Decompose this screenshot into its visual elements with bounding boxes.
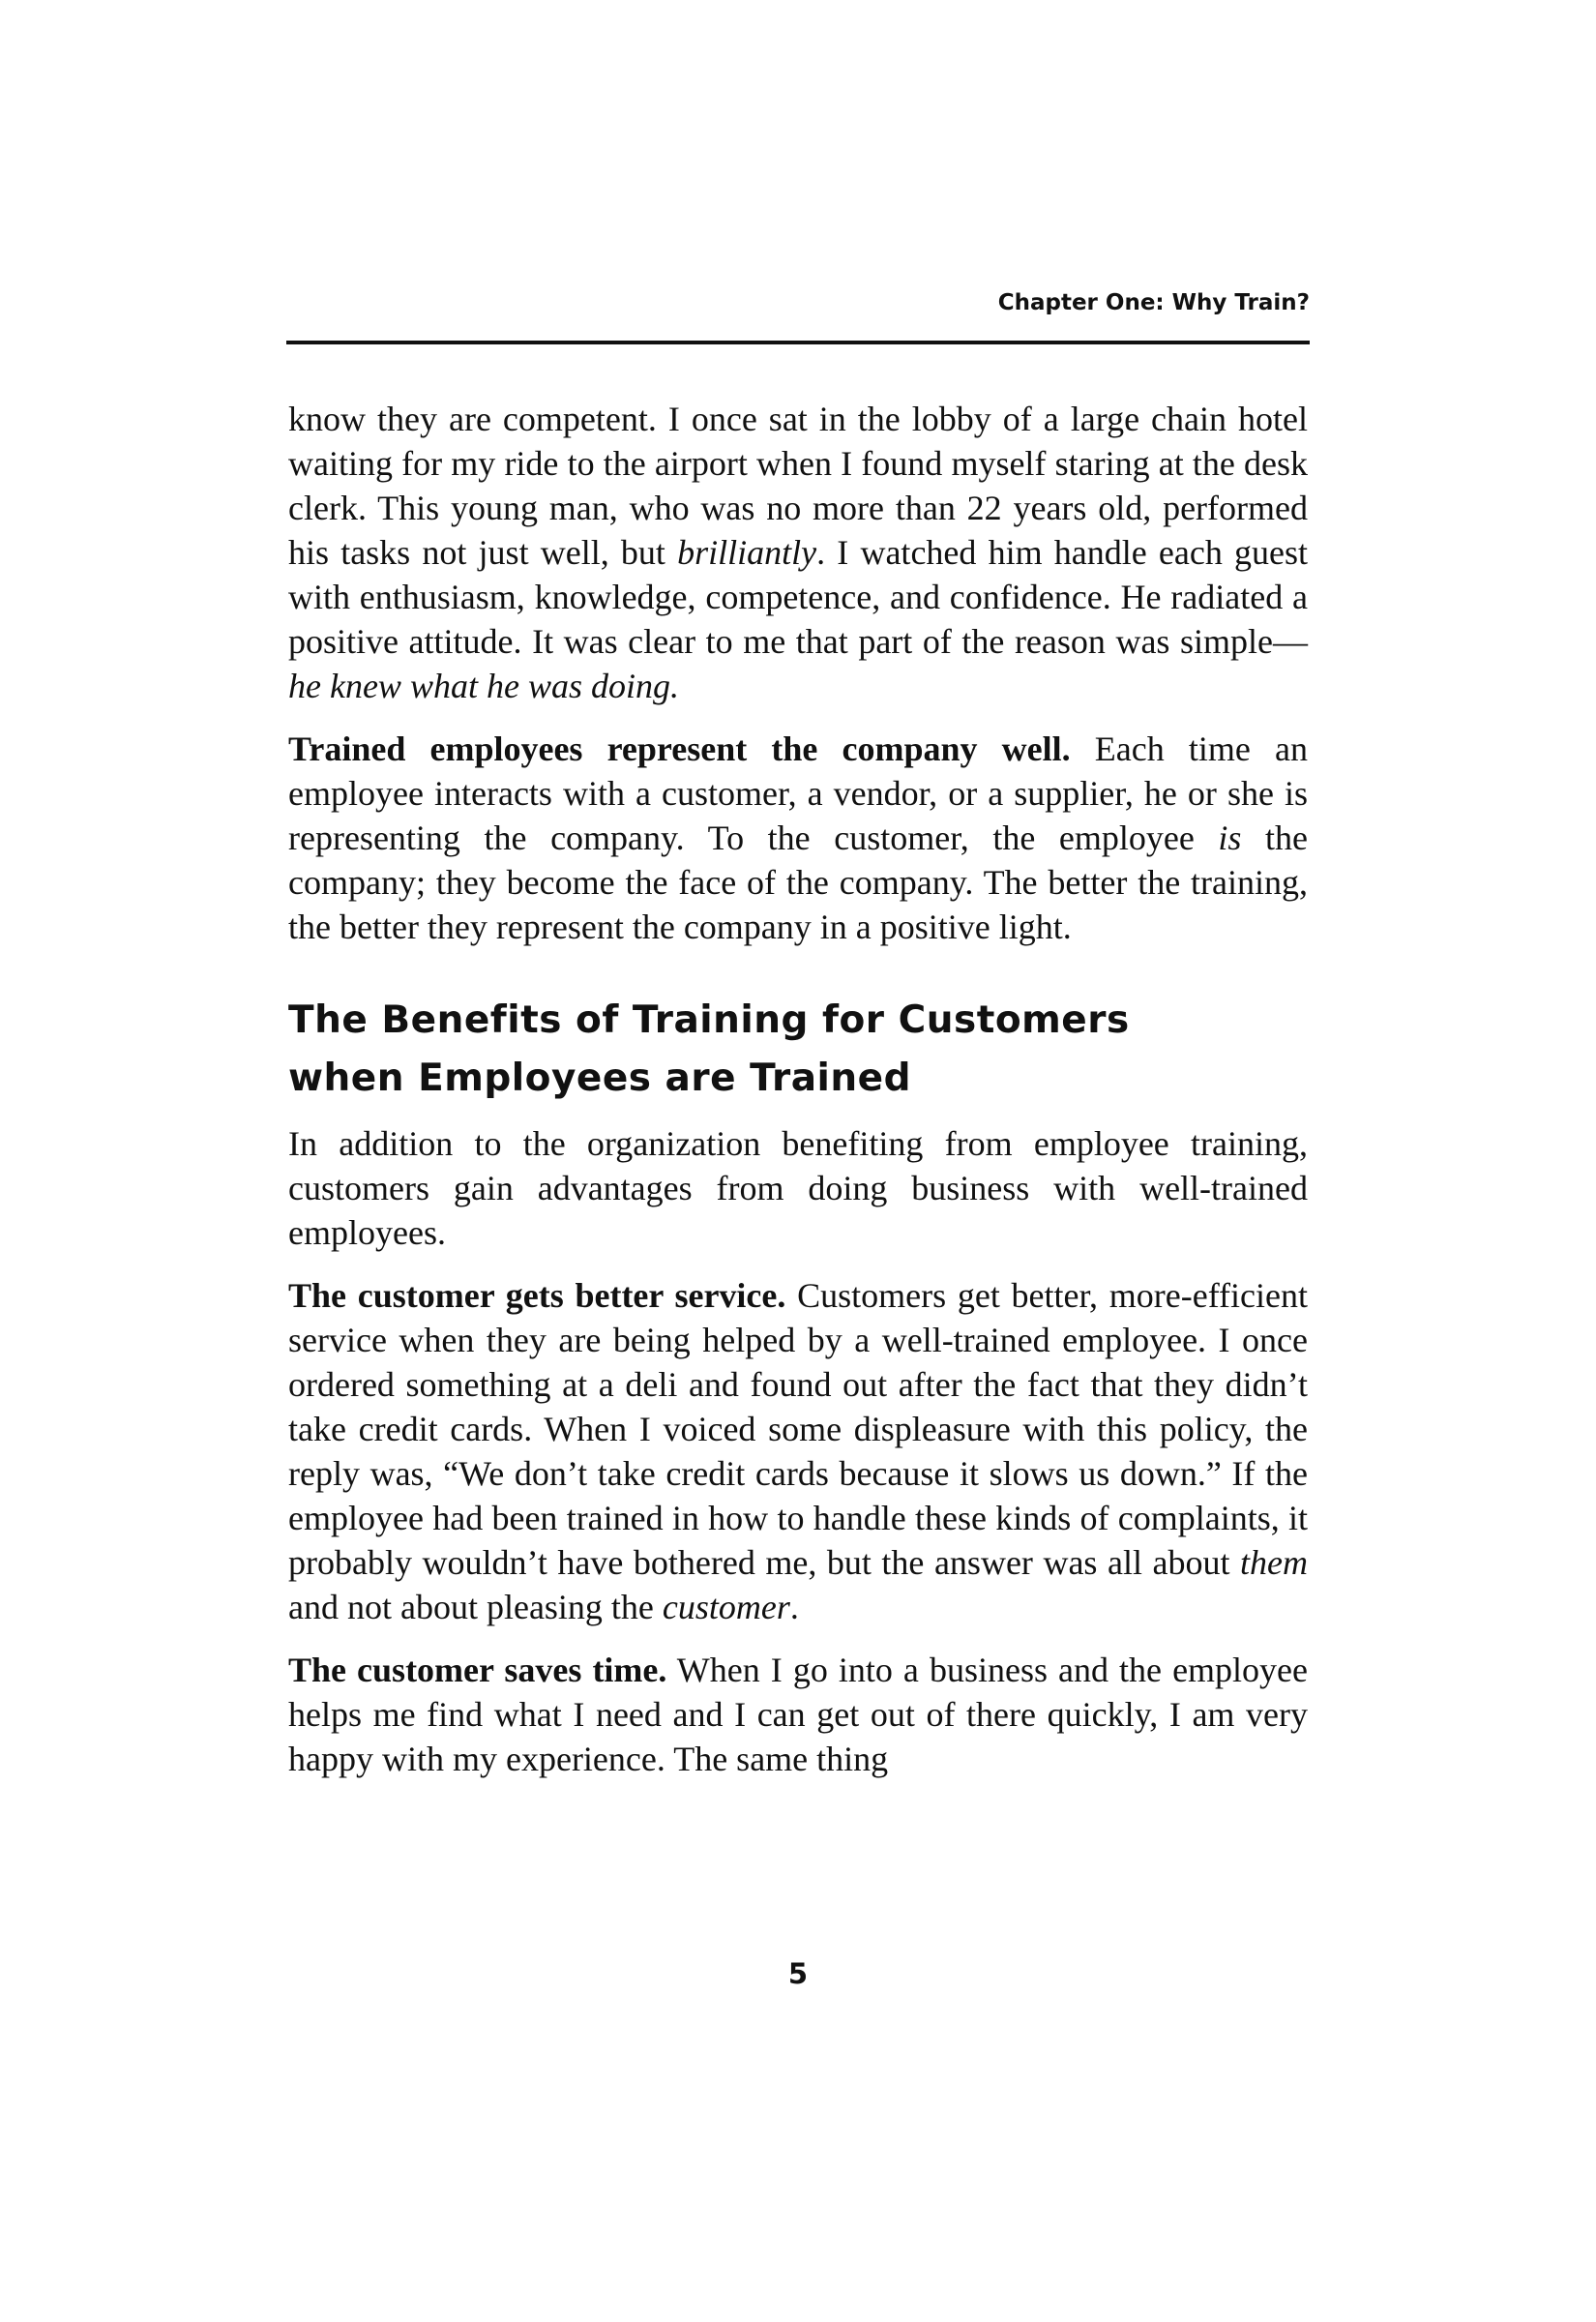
paragraph-lead: The customer saves time. — [288, 1651, 667, 1689]
italic-run: he knew what he was doing. — [288, 667, 679, 705]
section-heading: The Benefits of Training for Customers when Employees are Trained — [288, 998, 1130, 1100]
italic-run: is — [1218, 819, 1242, 857]
text-run: and not about pleasing the — [288, 1588, 663, 1626]
running-header: Chapter One: Why Train? — [997, 290, 1310, 315]
text-run: the company; they become the face of the company. The better the training, the better they represent the company in a positive light. — [288, 819, 1308, 946]
paragraph-saves-time — [288, 1648, 1308, 1781]
header-rule — [286, 341, 1310, 344]
italic-run: customer — [662, 1588, 790, 1626]
paragraph-lead: The customer gets better service. — [288, 1276, 786, 1315]
text-run: know they are competent. I once sat in the lobby of a large chain hotel waiting for my ride to the airport when I found myself staring at the desk clerk. This young man, who was no more than 22 years old, performed his tasks not just well, but — [288, 400, 1308, 572]
paragraph-better-service — [288, 1273, 1308, 1629]
text-run: In addition to the organization benefiting from employee training, customers gain advantages from doing business with well-trained employees. — [288, 1124, 1308, 1252]
text-run: Each time an employee interacts with a customer, a vendor, or a supplier, he or she is representing the company. To the customer, the employee — [288, 729, 1308, 857]
paragraph-lead: Trained employees represent the company well. — [288, 729, 1071, 768]
text-run: . I watched him handle each guest with enthusiasm, knowledge, competence, and confidence. He radiated a positive attitude. It was clear to me that part of the reason was simple— — [288, 533, 1309, 661]
paragraph-hotel-clerk — [288, 397, 1308, 708]
page-body — [288, 397, 1308, 1800]
text-run: When I go into a business and the employee helps me find what I need and I can get out of there quickly, I am very happy with my experience. The same thing — [288, 1651, 1309, 1778]
text-run: Customers get better, more-efficient service when they are being helped by a well-trained employee. I once ordered something at a deli and found out after the fact that they didn’t take credit cards. When I voiced some displeasure with this policy, the reply was, “We don’t take credit cards because it slows us down.” If the employee had been trained in how to handle these kinds of complaints, it probably wouldn’t have bothered me, but the answer was all about — [288, 1276, 1308, 1582]
text-run: . — [789, 1588, 799, 1626]
italic-run: them — [1240, 1543, 1308, 1582]
paragraph-represent-company — [288, 727, 1308, 949]
italic-run: brilliantly — [677, 533, 817, 572]
page-number: 5 — [787, 1957, 809, 1990]
paragraph-intro — [288, 1121, 1308, 1255]
